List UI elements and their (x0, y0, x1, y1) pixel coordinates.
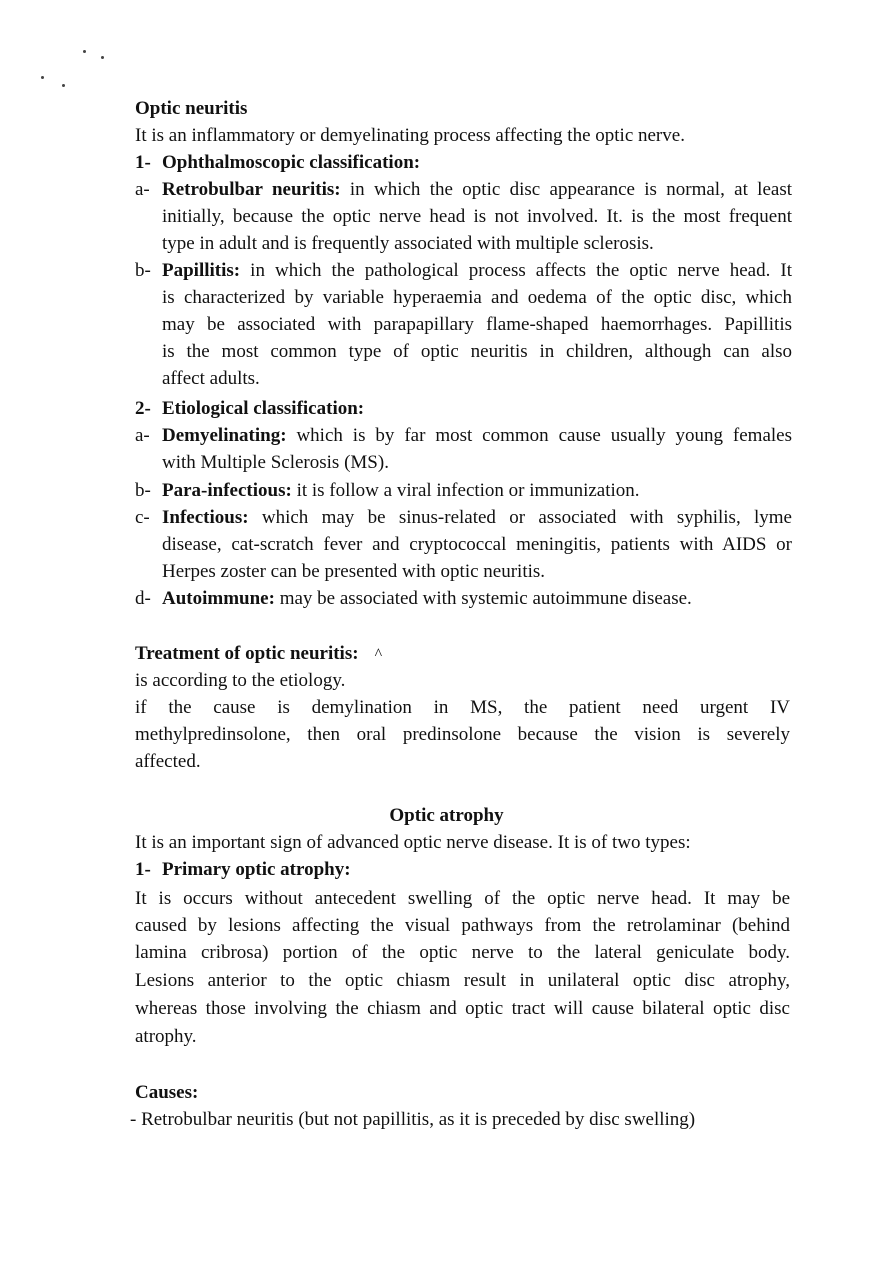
section-title-optic-atrophy: Optic atrophy (389, 805, 504, 826)
list-term: Demyelinating: (162, 425, 287, 446)
list-term: Para-infectious: (162, 480, 292, 501)
scan-speck (83, 50, 86, 53)
list-text: may be associated with systemic autoimmune disease. (274, 588, 692, 609)
list-term: Autoimmune: (162, 588, 275, 609)
treatment-title: Treatment of optic neuritis: (135, 643, 359, 664)
scan-speck (41, 76, 44, 79)
list-text: it is follow a viral infection or immunization. (291, 480, 640, 501)
list-text: in which the pathological process affects the optic nerve head. It (240, 260, 792, 281)
list-term: Infectious: (162, 507, 249, 528)
scan-speck (62, 84, 65, 87)
list-term: Retrobulbar neuritis: (162, 179, 341, 200)
caret-mark: ^ (374, 646, 383, 663)
list-text: in which the optic disc appearance is normal, at least (340, 179, 793, 200)
list-text: which is by far most common cause usually young females (286, 425, 792, 446)
scan-speck (101, 56, 104, 59)
list-term: Papillitis: (162, 260, 241, 281)
list-text: which may be sinus-related or associated with syphilis, lyme (248, 507, 792, 528)
